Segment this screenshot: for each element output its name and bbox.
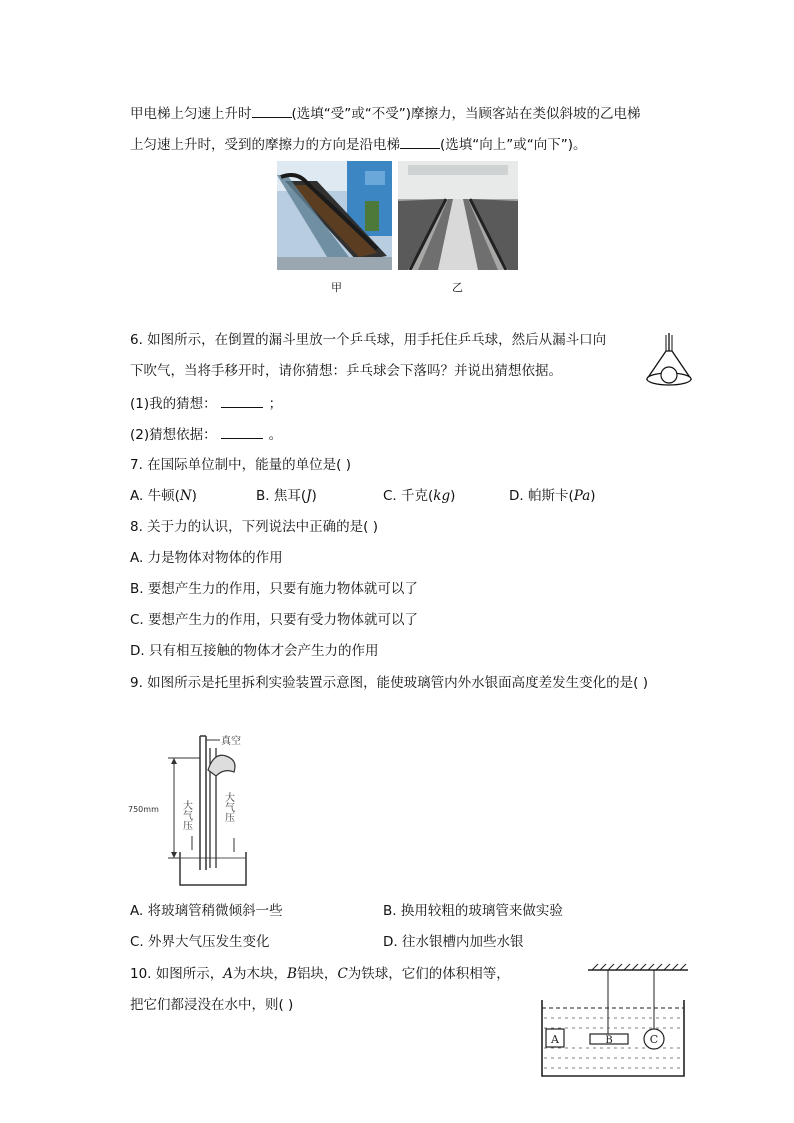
option-text: )	[191, 488, 197, 504]
answer-blank[interactable]	[252, 103, 292, 118]
funnel-ball-figure	[643, 331, 695, 393]
q8-option-c[interactable]: C. 要想产生力的作用，只要有受力物体就可以了	[130, 612, 419, 628]
q10-text: 为铁球，它们的体积相等，	[347, 966, 510, 982]
q5-line-2	[130, 134, 587, 155]
torricelli-figure	[128, 730, 258, 890]
label-b: B	[605, 1035, 613, 1046]
option-text: C. 千克(	[383, 488, 434, 504]
q5-text: (选填“受”或“不受”)摩擦力，当顾客站在类似斜坡的乙电梯	[291, 106, 641, 122]
q8-option-b[interactable]: B. 要想产生力的作用，只要有施力物体就可以了	[130, 581, 418, 597]
option-text: )	[311, 488, 317, 504]
q10-text: 铝块，	[296, 966, 338, 982]
var-b: B	[287, 966, 297, 982]
option-text: )	[590, 488, 596, 504]
q6-sub-2	[130, 424, 282, 445]
answer-blank[interactable]	[221, 424, 263, 439]
q10-text: 10. 如图所示，	[130, 966, 224, 982]
unit-symbol: Pa	[573, 488, 591, 504]
q9-stem: 9. 如图所示是托里拆利实验装置示意图，能使玻璃管内外水银面高度差发生变化的是( )	[130, 675, 648, 691]
q10-text: 为木块，	[233, 966, 288, 982]
escalator-photo-jia	[277, 161, 392, 270]
q6-text: (1)我的猜想：	[130, 396, 217, 412]
vacuum-label: 真空	[221, 736, 241, 747]
atm-label-left: 大气压	[180, 800, 192, 830]
immersion-figure	[538, 962, 694, 1080]
q9-option-a[interactable]: A. 将玻璃管稍微倾斜一些	[130, 903, 283, 919]
answer-blank[interactable]	[400, 134, 440, 149]
q10-line-2: 把它们都浸没在水中，则( )	[130, 997, 294, 1013]
q6-sub-1	[130, 393, 282, 414]
label-a: A	[551, 1033, 559, 1046]
photo-caption-yi: 乙	[452, 281, 463, 294]
var-c: C	[337, 966, 348, 982]
q5-text: (选填“向上”或“向下”)。	[440, 137, 587, 153]
walkway-photo-yi	[398, 161, 518, 270]
photo-caption-jia: 甲	[331, 281, 342, 294]
label-c: C	[649, 1033, 659, 1046]
q10-line-1	[130, 964, 510, 984]
unit-symbol: N	[179, 488, 192, 504]
q6-text: ；	[268, 396, 283, 412]
answer-blank[interactable]	[221, 393, 263, 408]
height-label: 750mm	[128, 805, 159, 814]
q5-text: 上匀速上升时，受到的摩擦力的方向是沿电梯	[130, 137, 400, 153]
var-a: A	[223, 966, 234, 982]
q7-stem: 7. 在国际单位制中，能量的单位是( )	[130, 457, 351, 473]
q8-stem: 8. 关于力的认识，下列说法中正确的是( )	[130, 519, 378, 535]
q7-option-a[interactable]	[130, 486, 197, 506]
option-text: A. 牛顿(	[130, 488, 180, 504]
q8-option-a[interactable]: A. 力是物体对物体的作用	[130, 550, 283, 566]
q5-line-1	[130, 103, 641, 124]
q9-option-d[interactable]: D. 往水银槽内加些水银	[383, 934, 524, 950]
unit-symbol: J	[306, 488, 312, 504]
q6-line-1: 6. 如图所示，在倒置的漏斗里放一个乒乓球，用手托住乒乓球，然后从漏斗口向	[130, 332, 607, 348]
q7-option-c[interactable]	[383, 486, 455, 506]
q6-line-2: 下吹气，当将手移开时，请你猜想：乒乓球会下落吗？并说出猜想依据。	[130, 363, 562, 379]
q6-text: 。	[268, 427, 283, 443]
q8-option-d[interactable]: D. 只有相互接触的物体才会产生力的作用	[130, 643, 379, 659]
q9-option-c[interactable]: C. 外界大气压发生变化	[130, 934, 270, 950]
q7-option-d[interactable]	[509, 486, 596, 506]
atm-label-right: 大气压	[222, 792, 234, 822]
option-text: D. 帕斯卡(	[509, 488, 574, 504]
option-text: )	[450, 488, 456, 504]
q7-option-b[interactable]	[256, 486, 317, 506]
option-text: B. 焦耳(	[256, 488, 307, 504]
q9-option-b[interactable]: B. 换用较粗的玻璃管来做实验	[383, 903, 563, 919]
q5-text: 甲电梯上匀速上升时	[130, 106, 252, 122]
unit-symbol: kg	[433, 488, 451, 504]
q6-text: (2)猜想依据：	[130, 427, 217, 443]
